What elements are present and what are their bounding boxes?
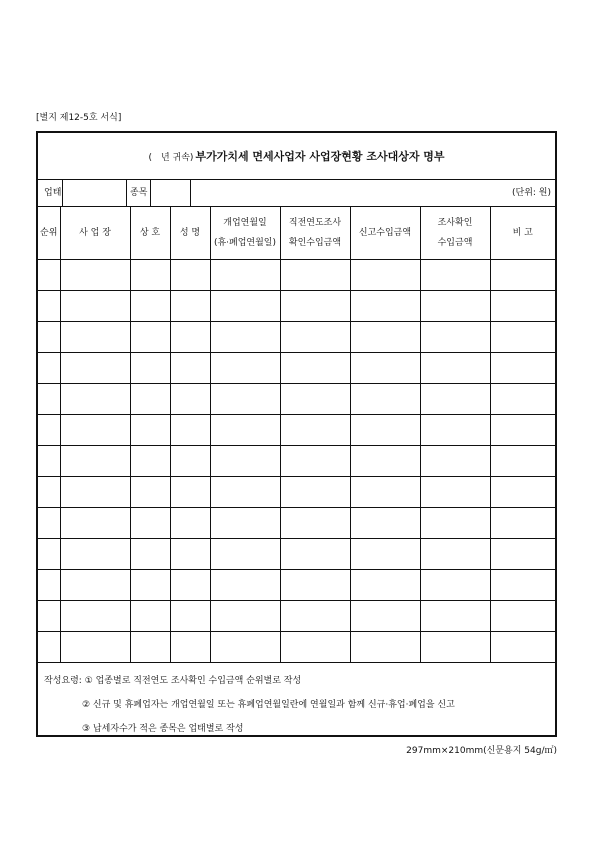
table-cell[interactable]	[490, 446, 555, 477]
table-cell[interactable]	[210, 291, 280, 322]
table-cell[interactable]	[280, 322, 350, 353]
table-cell[interactable]	[420, 415, 490, 446]
table-cell[interactable]	[60, 260, 130, 291]
table-cell[interactable]	[130, 260, 170, 291]
table-cell[interactable]	[130, 477, 170, 508]
table-cell[interactable]	[350, 477, 420, 508]
item-label: 종목	[130, 188, 148, 198]
table-cell[interactable]	[38, 384, 60, 415]
table-row	[38, 260, 555, 291]
table-cell[interactable]	[280, 632, 350, 663]
table-cell[interactable]	[38, 353, 60, 384]
table-cell[interactable]	[210, 384, 280, 415]
divider	[126, 180, 127, 206]
table-cell[interactable]	[280, 291, 350, 322]
table-cell[interactable]	[490, 291, 555, 322]
table-cell[interactable]	[60, 446, 130, 477]
table-cell[interactable]	[38, 570, 60, 601]
table-cell[interactable]	[280, 477, 350, 508]
table-cell[interactable]	[420, 260, 490, 291]
instructions-label: 작성요령:	[44, 676, 82, 686]
table-cell[interactable]	[60, 539, 130, 570]
instruction-item: ② 신규 및 휴폐업자는 개업연월일 또는 휴폐업연월일란에 연월일과 함께 신규·휴업·폐업을 신고	[82, 700, 455, 710]
col-trade-name: 상 호	[130, 207, 170, 260]
table-cell[interactable]	[490, 539, 555, 570]
table-cell[interactable]	[170, 477, 210, 508]
col-business-place: 사 업 장	[60, 207, 130, 260]
table-cell[interactable]	[60, 570, 130, 601]
table-cell[interactable]	[350, 508, 420, 539]
table-cell[interactable]	[350, 415, 420, 446]
table-cell[interactable]	[210, 322, 280, 353]
table-cell[interactable]	[490, 415, 555, 446]
table-cell[interactable]	[350, 632, 420, 663]
table-cell[interactable]	[170, 260, 210, 291]
table-cell[interactable]	[60, 291, 130, 322]
table-cell[interactable]	[170, 508, 210, 539]
meta-row	[38, 180, 555, 207]
table-cell[interactable]	[130, 415, 170, 446]
table-row	[38, 477, 555, 508]
table-cell[interactable]	[420, 477, 490, 508]
instructions	[38, 663, 555, 741]
table-cell[interactable]	[420, 601, 490, 632]
table-cell[interactable]	[280, 570, 350, 601]
table-cell[interactable]	[210, 353, 280, 384]
table-cell[interactable]	[210, 415, 280, 446]
table-cell[interactable]	[350, 570, 420, 601]
table-cell[interactable]	[420, 384, 490, 415]
table-cell[interactable]	[280, 260, 350, 291]
col-reported-income: 신고수입금액	[350, 207, 420, 260]
table-cell[interactable]	[170, 601, 210, 632]
table-cell[interactable]	[420, 322, 490, 353]
table-cell[interactable]	[170, 415, 210, 446]
table-cell[interactable]	[420, 353, 490, 384]
col-prior-year-income: 직전연도조사 확인수입금액	[280, 207, 350, 260]
table-cell[interactable]	[170, 384, 210, 415]
table-cell[interactable]	[130, 446, 170, 477]
table-row	[38, 446, 555, 477]
table-cell[interactable]	[350, 322, 420, 353]
table-cell[interactable]	[350, 601, 420, 632]
table-cell[interactable]	[420, 632, 490, 663]
divider	[62, 180, 63, 206]
instruction-item: ③ 납세자수가 적은 종목은 업태별로 작성	[82, 724, 244, 734]
table-cell[interactable]	[210, 632, 280, 663]
table-cell[interactable]	[130, 322, 170, 353]
table-cell[interactable]	[490, 570, 555, 601]
table-cell[interactable]	[490, 353, 555, 384]
table-row	[38, 632, 555, 663]
table-row	[38, 415, 555, 446]
table-cell[interactable]	[38, 601, 60, 632]
instruction-item: 작성요령: ① 업종별로 직전연도 조사확인 수입금액 순위별로 작성	[44, 676, 302, 686]
table-cell[interactable]	[350, 384, 420, 415]
table-cell[interactable]	[38, 260, 60, 291]
table-row	[38, 384, 555, 415]
title-main: 부가가치세 면세사업자 사업장현황 조사대상자 명부	[195, 150, 445, 163]
table-cell[interactable]	[60, 322, 130, 353]
table-cell[interactable]	[490, 477, 555, 508]
table-cell[interactable]	[490, 601, 555, 632]
table-cell[interactable]	[210, 446, 280, 477]
business-type-label: 업태	[44, 188, 62, 198]
table-row	[38, 570, 555, 601]
table-cell[interactable]	[350, 446, 420, 477]
table-cell[interactable]	[38, 446, 60, 477]
table-row	[38, 353, 555, 384]
col-open-date: 개업연월일 (휴·폐업연월일)	[210, 207, 280, 260]
table-cell[interactable]	[210, 570, 280, 601]
table-cell[interactable]	[420, 291, 490, 322]
table-cell[interactable]	[130, 291, 170, 322]
table-cell[interactable]	[420, 446, 490, 477]
col-confirmed-income: 조사확인 수입금액	[420, 207, 490, 260]
table-row	[38, 601, 555, 632]
table-cell[interactable]	[60, 384, 130, 415]
divider	[190, 180, 191, 206]
table-cell[interactable]	[170, 353, 210, 384]
table-cell[interactable]	[60, 508, 130, 539]
table-cell[interactable]	[210, 539, 280, 570]
table-cell[interactable]	[280, 384, 350, 415]
table-row	[38, 291, 555, 322]
table-cell[interactable]	[490, 322, 555, 353]
table-cell[interactable]	[130, 539, 170, 570]
table-cell[interactable]	[420, 570, 490, 601]
table-cell[interactable]	[60, 632, 130, 663]
table-cell[interactable]	[60, 477, 130, 508]
table-cell[interactable]	[210, 601, 280, 632]
table-cell[interactable]	[38, 322, 60, 353]
table-cell[interactable]	[60, 601, 130, 632]
unit-label: (단위: 원)	[512, 188, 551, 198]
header-row	[38, 207, 555, 260]
table-cell[interactable]	[130, 353, 170, 384]
table-cell[interactable]	[350, 260, 420, 291]
table-cell[interactable]	[210, 260, 280, 291]
form-number: [별지 제12-5호 서식]	[36, 113, 122, 123]
table-cell[interactable]	[210, 508, 280, 539]
table-cell[interactable]	[350, 539, 420, 570]
table-cell[interactable]	[170, 632, 210, 663]
table-cell[interactable]	[170, 539, 210, 570]
table-cell[interactable]	[280, 415, 350, 446]
table-cell[interactable]	[170, 446, 210, 477]
col-remarks: 비 고	[490, 207, 555, 260]
table-cell[interactable]	[280, 508, 350, 539]
table-cell[interactable]	[38, 415, 60, 446]
paper-size-note: 297mm×210mm(신문용지 54g/㎡)	[406, 746, 557, 756]
table-cell[interactable]	[38, 477, 60, 508]
roster-table	[38, 207, 555, 663]
table-cell[interactable]	[38, 508, 60, 539]
table-cell[interactable]	[490, 508, 555, 539]
table-cell[interactable]	[170, 570, 210, 601]
table-cell[interactable]	[130, 601, 170, 632]
table-cell[interactable]	[490, 260, 555, 291]
table-cell[interactable]	[420, 539, 490, 570]
table-cell[interactable]	[170, 291, 210, 322]
table-cell[interactable]	[210, 477, 280, 508]
table-cell[interactable]	[280, 353, 350, 384]
table-cell[interactable]	[490, 632, 555, 663]
table-cell[interactable]	[280, 601, 350, 632]
table-cell[interactable]	[130, 384, 170, 415]
divider	[150, 180, 151, 206]
table-row	[38, 539, 555, 570]
table-cell[interactable]	[38, 291, 60, 322]
table-cell[interactable]	[350, 291, 420, 322]
year-label: ( 년 귀속)	[148, 152, 194, 163]
table-cell[interactable]	[60, 353, 130, 384]
table-cell[interactable]	[170, 322, 210, 353]
table-cell[interactable]	[60, 415, 130, 446]
table-row	[38, 322, 555, 353]
col-rank: 순위	[38, 207, 60, 260]
table-cell[interactable]	[350, 353, 420, 384]
table-cell[interactable]	[280, 446, 350, 477]
col-name: 성 명	[170, 207, 210, 260]
form-title	[38, 133, 555, 180]
table-cell[interactable]	[280, 539, 350, 570]
table-cell[interactable]	[130, 508, 170, 539]
table-cell[interactable]	[130, 570, 170, 601]
roster-form	[36, 131, 557, 737]
table-cell[interactable]	[490, 384, 555, 415]
table-cell[interactable]	[130, 632, 170, 663]
table-cell[interactable]	[38, 539, 60, 570]
table-cell[interactable]	[38, 632, 60, 663]
table-row	[38, 508, 555, 539]
table-cell[interactable]	[420, 508, 490, 539]
